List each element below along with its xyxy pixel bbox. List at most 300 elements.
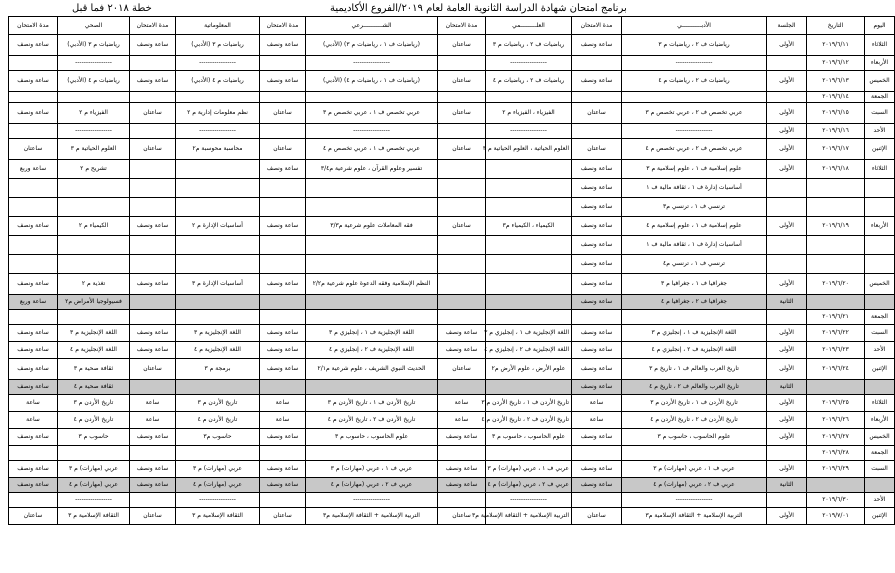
table-cell [572, 56, 622, 71]
table-cell: ساعة ونصف [572, 461, 622, 478]
table-cell: ساعة ونصف [130, 325, 176, 342]
table-row [9, 56, 895, 71]
table-row [9, 295, 895, 310]
table-cell: ٢٠١٩/٦/٢٩ [807, 461, 865, 478]
table-cell: ٢٠١٩/٦/٢٧ [807, 429, 865, 446]
table-cell [572, 446, 622, 461]
table-cell: ٢٠١٩/٦/١٨ [807, 160, 865, 179]
table-cell: الخميس [865, 274, 895, 295]
table-cell: ساعة ونصف [9, 325, 58, 342]
table-cell: ساعة ونصف [130, 342, 176, 359]
table-cell: ٢٠١٩/٦/١٢ [807, 56, 865, 71]
column-header: التاريخ [807, 17, 865, 35]
table-row [9, 92, 895, 103]
table-cell: ساعتان [438, 35, 486, 56]
table-cell: ----------------- [306, 56, 438, 71]
table-cell: تاريخ الأردن ف ١ ، تاريخ الأردن م ٣ [486, 395, 572, 412]
table-cell: الأولى [767, 325, 807, 342]
table-cell: ساعتان [130, 103, 176, 124]
table-row [9, 71, 895, 92]
table-cell: اللغة الإنجليزية م ٤ [58, 342, 130, 359]
table-cell [865, 236, 895, 255]
table-cell: تاريخ الأردن م ٤ [58, 412, 130, 429]
table-cell: عربي تخصص ف ٢ ، عربي تخصص م ٣ [622, 103, 767, 124]
table-cell [865, 255, 895, 274]
table-cell: ----------------- [306, 493, 438, 508]
table-cell: عربي ف ٢ ، عربي (مهارات) م ٤ [486, 478, 572, 493]
table-cell [438, 255, 486, 274]
table-cell [767, 255, 807, 274]
table-cell [176, 295, 260, 310]
table-cell [438, 295, 486, 310]
table-cell [438, 92, 486, 103]
table-cell [176, 160, 260, 179]
table-cell: ثقافة صحية م ٤ [58, 380, 130, 395]
table-cell: ساعة ونصف [260, 359, 306, 380]
table-cell: ----------------- [58, 493, 130, 508]
table-cell: عربي ف ٢ ، عربي (مهارات) م ٤ [306, 478, 438, 493]
table-row [9, 217, 895, 236]
plan-note: خطة ٢٠١٨ فما قبل [72, 3, 152, 14]
table-cell [306, 446, 438, 461]
table-cell: الإثنين [865, 508, 895, 525]
table-cell [438, 380, 486, 395]
table-cell: ساعة ونصف [260, 325, 306, 342]
table-row [9, 446, 895, 461]
column-header: مدة الامتحان [572, 17, 622, 35]
table-cell: الخميس [865, 429, 895, 446]
table-cell: أساسيات إدارة ف ١ ، ثقافة مالية ف ١ [622, 179, 767, 198]
table-cell: ----------------- [486, 124, 572, 139]
table-cell: ساعة ونصف [130, 429, 176, 446]
table-cell: ساعة ونصف [438, 429, 486, 446]
table-cell [176, 179, 260, 198]
table-cell: تاريخ الأردن ف ١ ، تاريخ الأردن م ٣ [306, 395, 438, 412]
table-cell: الثلاثاء [865, 35, 895, 56]
table-cell: ساعتان [438, 217, 486, 236]
table-cell: ساعة ونصف [260, 274, 306, 295]
table-cell [486, 310, 572, 325]
table-cell: ساعة وربع [9, 295, 58, 310]
table-cell: محاسبة محوسبة م٢ [176, 139, 260, 160]
table-cell [260, 380, 306, 395]
table-cell: ساعة ونصف [572, 160, 622, 179]
table-cell: فقه المعاملات علوم شرعية م٣/٣ [306, 217, 438, 236]
table-cell: ٢٠١٩/٧/٠١ [807, 508, 865, 525]
table-row [9, 274, 895, 295]
table-cell: الأربعاء [865, 217, 895, 236]
table-cell: الجمعة [865, 92, 895, 103]
table-cell: اللغة الإنجليزية م ٣ [176, 325, 260, 342]
table-cell: ساعة [130, 412, 176, 429]
column-header: مدة الامتحان [9, 17, 58, 35]
table-cell: اللغة الإنجليزية ف ١ ، إنجليزي م ٣ [306, 325, 438, 342]
table-cell: ثقافة صحية م ٣ [58, 359, 130, 380]
table-cell: النظم الإسلامية وفقه الدعوة علوم شرعية م٢/٢ [306, 274, 438, 295]
header-row [9, 17, 895, 35]
table-cell [58, 179, 130, 198]
table-cell: ساعة ونصف [260, 35, 306, 56]
table-cell: جغرافيا ف ٢ ، جغرافيا م ٤ [622, 295, 767, 310]
table-cell [130, 493, 176, 508]
table-cell: علوم إسلامية ف ١ ، علوم إسلامية م ٤ [622, 217, 767, 236]
table-cell: الأولى [767, 412, 807, 429]
table-cell: ساعة ونصف [572, 325, 622, 342]
table-cell: الإثنين [865, 139, 895, 160]
table-cell: ساعة ونصف [9, 217, 58, 236]
table-cell: ساعتان [572, 103, 622, 124]
table-cell: تغذية م ٢ [58, 274, 130, 295]
table-cell [176, 310, 260, 325]
table-cell: ساعة ونصف [572, 236, 622, 255]
table-cell: ساعة ونصف [130, 478, 176, 493]
table-cell: ساعة [260, 412, 306, 429]
table-cell: الأولى [767, 359, 807, 380]
table-cell: اللغة الإنجليزية ف ٢ ، إنجليزي م ٤ [306, 342, 438, 359]
table-cell: الثقافة الإسلامية م ٣ [176, 508, 260, 525]
table-cell [807, 380, 865, 395]
table-cell: عربي ف ١ ، عربي (مهارات) م ٣ [622, 461, 767, 478]
table-cell [306, 198, 438, 217]
table-cell: (رياضيات ف ١ ، رياضيات م ٤) (الأدبي) [306, 71, 438, 92]
table-cell [438, 310, 486, 325]
table-row [9, 35, 895, 56]
table-cell [9, 92, 58, 103]
table-cell: ساعة ونصف [438, 478, 486, 493]
table-cell [807, 236, 865, 255]
table-row [9, 236, 895, 255]
table-cell: تفسير وعلوم القرآن ، علوم شرعية م٣/٤ [306, 160, 438, 179]
table-cell [58, 236, 130, 255]
table-cell [807, 198, 865, 217]
table-cell: ساعة ونصف [9, 342, 58, 359]
table-cell: العلوم الحياتية ، العلوم الحياتية م ٣ [486, 139, 572, 160]
table-row [9, 124, 895, 139]
table-row [9, 508, 895, 525]
table-cell: ساعة [9, 412, 58, 429]
table-cell [260, 446, 306, 461]
table-row [9, 139, 895, 160]
table-cell [260, 179, 306, 198]
table-cell [130, 446, 176, 461]
table-cell: الأحد [865, 124, 895, 139]
table-cell [176, 198, 260, 217]
table-row [9, 412, 895, 429]
table-cell: ساعتان [572, 508, 622, 525]
table-cell: اللغة الإنجليزية ف ١ ، إنجليزي م ٣ [486, 325, 572, 342]
table-cell: ساعة ونصف [572, 359, 622, 380]
table-cell: برمجة م ٣ [176, 359, 260, 380]
table-cell [438, 124, 486, 139]
table-cell: السبت [865, 103, 895, 124]
table-cell: ٢٠١٩/٦/٣٠ [807, 493, 865, 508]
table-cell: ساعة ونصف [260, 429, 306, 446]
table-cell: التربية الإسلامية + الثقافة الإسلامية م٣ [486, 508, 572, 525]
column-header: مدة الامتحان [260, 17, 306, 35]
table-cell [9, 310, 58, 325]
column-header: الجلسة [767, 17, 807, 35]
table-cell: حاسوب م ٣ [58, 429, 130, 446]
table-cell: أساسيات الإدارة م ٢ [176, 217, 260, 236]
table-cell: الحديث النبوي الشريف ، علوم شرعية م٢/١ [306, 359, 438, 380]
table-cell: تشريح م ٢ [58, 160, 130, 179]
table-cell: الثانية [767, 295, 807, 310]
table-cell: تاريخ الأردن م ٣ [58, 395, 130, 412]
table-cell [9, 56, 58, 71]
table-cell: السبت [865, 325, 895, 342]
table-cell: الأولى [767, 429, 807, 446]
table-cell: الفيزياء م ٢ [58, 103, 130, 124]
table-cell: اللغة الإنجليزية م ٤ [176, 342, 260, 359]
table-cell [130, 255, 176, 274]
table-cell: ساعة ونصف [572, 429, 622, 446]
table-cell [130, 380, 176, 395]
table-cell [260, 236, 306, 255]
table-cell: ٢٠١٩/٦/٢٦ [807, 412, 865, 429]
table-cell: ساعة ونصف [572, 198, 622, 217]
table-cell: الإثنين [865, 359, 895, 380]
table-cell: الثقافة الإسلامية م ٣ [58, 508, 130, 525]
table-cell [622, 446, 767, 461]
column-header: العلـــــــــمي [486, 17, 572, 35]
table-cell: ساعتان [9, 139, 58, 160]
table-cell [9, 198, 58, 217]
column-header: الشـــــــــــرعي [306, 17, 438, 35]
table-cell: العلوم الحياتية م ٣ [58, 139, 130, 160]
table-cell [306, 179, 438, 198]
table-cell [767, 56, 807, 71]
table-cell: ساعة ونصف [438, 325, 486, 342]
table-cell: ٢٠١٩/٦/١١ [807, 35, 865, 56]
table-cell: اللغة الإنجليزية ف ١ ، إنجليزي م ٣ [622, 325, 767, 342]
table-cell: ساعة وربع [9, 160, 58, 179]
table-cell: أساسيات إدارة ف ١ ، ثقافة مالية ف ١ [622, 236, 767, 255]
table-cell: ----------------- [486, 493, 572, 508]
table-cell [572, 124, 622, 139]
table-cell: تاريخ الأردن ف ١ ، تاريخ الأردن م ٣ [622, 395, 767, 412]
table-cell: علوم إسلامية ف ١ ، علوم إسلامية م ٣ [622, 160, 767, 179]
table-row [9, 255, 895, 274]
table-row [9, 461, 895, 478]
table-cell: الأولى [767, 274, 807, 295]
table-cell [438, 493, 486, 508]
table-cell: ساعتان [260, 103, 306, 124]
table-cell: ساعتان [572, 139, 622, 160]
table-cell: فسيولوجيا الأمراض م٢ [58, 295, 130, 310]
table-cell: ساعة ونصف [572, 295, 622, 310]
table-cell [58, 310, 130, 325]
table-cell: ساعة ونصف [260, 478, 306, 493]
table-cell [486, 179, 572, 198]
table-cell [130, 92, 176, 103]
table-cell: الأولى [767, 35, 807, 56]
table-cell: علوم الأرض ، علوم الأرض م٢ [486, 359, 572, 380]
table-cell [260, 310, 306, 325]
column-header: الأدبـــــــــــي [622, 17, 767, 35]
table-cell: عربي ف ٢ ، عربي (مهارات) م ٤ [622, 478, 767, 493]
table-cell: ساعتان [260, 508, 306, 525]
table-row [9, 478, 895, 493]
table-cell: ساعة ونصف [260, 71, 306, 92]
table-cell: ٢٠١٩/٦/٢٠ [807, 274, 865, 295]
table-cell [176, 446, 260, 461]
table-cell: ساعة ونصف [9, 103, 58, 124]
table-cell: تاريخ الأردن م ٣ [176, 395, 260, 412]
table-cell: ترنسي ف ١ ، ترنسي م٣ [622, 198, 767, 217]
table-cell: تاريخ الأردن ف ٢ ، تاريخ الأردن م ٤ [622, 412, 767, 429]
table-cell [176, 255, 260, 274]
table-cell: رياضيات ف ٢ ، رياضيات م ٤ [486, 71, 572, 92]
table-cell [58, 255, 130, 274]
table-cell: الأولى [767, 124, 807, 139]
table-row [9, 342, 895, 359]
table-cell: ساعتان [438, 508, 486, 525]
table-cell: ----------------- [176, 493, 260, 508]
table-cell: ساعة ونصف [260, 461, 306, 478]
table-cell: الثانية [767, 478, 807, 493]
table-cell [130, 124, 176, 139]
table-cell: ساعة ونصف [130, 217, 176, 236]
table-cell: ساعتان [438, 71, 486, 92]
table-cell: ساعة ونصف [438, 461, 486, 478]
table-cell [486, 92, 572, 103]
table-cell: ساعتان [130, 139, 176, 160]
table-cell: ساعة ونصف [572, 342, 622, 359]
table-cell: ترنسي ف ١ ، ترنسي م٤ [622, 255, 767, 274]
table-cell: ساعة ونصف [572, 35, 622, 56]
table-cell: عربي تخصص ف ١ ، عربي تخصص م ٤ [306, 139, 438, 160]
table-cell: أساسيات الإدارة م ٣ [176, 274, 260, 295]
column-header: اليوم [865, 17, 895, 35]
table-cell [865, 295, 895, 310]
table-row [9, 160, 895, 179]
exam-schedule-table [8, 16, 895, 525]
table-row [9, 395, 895, 412]
table-cell: عربي تخصص ف ١ ، عربي تخصص م ٣ [306, 103, 438, 124]
table-cell: عربي ف ١ ، عربي (مهارات) م ٣ [486, 461, 572, 478]
table-cell: نظم معلومات إدارية م ٢ [176, 103, 260, 124]
column-header: المعلوماتية [176, 17, 260, 35]
table-cell: ٢٠١٩/٦/١٣ [807, 71, 865, 92]
table-cell [438, 446, 486, 461]
table-cell [306, 310, 438, 325]
table-cell: اللغة الإنجليزية ف ٢ ، إنجليزي م ٤ [486, 342, 572, 359]
table-cell: ٢٠١٩/٦/١٤ [807, 92, 865, 103]
table-cell: ساعة ونصف [572, 71, 622, 92]
table-cell [486, 446, 572, 461]
table-cell [486, 380, 572, 395]
table-cell: ساعة ونصف [438, 342, 486, 359]
table-cell [865, 478, 895, 493]
table-cell: ساعتان [130, 359, 176, 380]
table-cell: الكيمياء ، الكيمياء م٣ [486, 217, 572, 236]
table-cell [438, 198, 486, 217]
table-cell: الأولى [767, 395, 807, 412]
column-header: مدة الامتحان [130, 17, 176, 35]
table-cell: الجمعة [865, 446, 895, 461]
table-cell [9, 179, 58, 198]
table-cell: عربي (مهارات) م ٤ [58, 478, 130, 493]
table-cell: ساعة [572, 412, 622, 429]
table-cell: ساعتان [9, 508, 58, 525]
table-cell [130, 310, 176, 325]
table-cell: التربية الإسلامية + الثقافة الإسلامية م٣ [306, 508, 438, 525]
table-cell: ----------------- [176, 56, 260, 71]
table-cell: رياضيات م ٤ (الأدبي) [176, 71, 260, 92]
table-cell [306, 380, 438, 395]
table-cell [767, 493, 807, 508]
table-cell: الأولى [767, 461, 807, 478]
table-cell: رياضيات م ٤ (الأدبي) [58, 71, 130, 92]
table-cell: ساعة ونصف [130, 35, 176, 56]
table-cell: ساعة ونصف [9, 380, 58, 395]
table-row [9, 198, 895, 217]
table-cell [807, 295, 865, 310]
table-cell [767, 236, 807, 255]
table-cell: ساعتان [130, 508, 176, 525]
column-header: الصحي [58, 17, 130, 35]
table-cell: الكيمياء م ٢ [58, 217, 130, 236]
table-cell [438, 160, 486, 179]
table-cell: الأولى [767, 71, 807, 92]
table-row [9, 103, 895, 124]
table-cell [306, 92, 438, 103]
table-cell [807, 478, 865, 493]
table-cell: ----------------- [58, 56, 130, 71]
table-cell: عربي (مهارات) م ٣ [176, 461, 260, 478]
table-cell: ٢٠١٩/٦/٢٨ [807, 446, 865, 461]
table-cell: ٢٠١٩/٦/١٩ [807, 217, 865, 236]
table-cell: الأولى [767, 160, 807, 179]
table-cell: تاريخ العرب والعالم ف ١ ، تاريخ م ٣ [622, 359, 767, 380]
table-cell [9, 236, 58, 255]
table-row [9, 359, 895, 380]
table-cell: ٢٠١٩/٦/١٥ [807, 103, 865, 124]
table-cell [438, 274, 486, 295]
table-cell: الأولى [767, 103, 807, 124]
table-cell [260, 493, 306, 508]
table-cell: حاسوب م٣ [176, 429, 260, 446]
table-cell: ----------------- [176, 124, 260, 139]
table-cell: تاريخ الأردن ف ٢ ، تاريخ الأردن م ٤ [306, 412, 438, 429]
table-cell: ساعة [438, 395, 486, 412]
table-cell [572, 310, 622, 325]
table-cell: ساعة ونصف [572, 274, 622, 295]
table-cell: ساعة [572, 395, 622, 412]
table-cell: علوم الحاسوب ، حاسوب م ٣ [622, 429, 767, 446]
table-cell [807, 255, 865, 274]
table-cell: الأربعاء [865, 56, 895, 71]
table-cell: عربي تخصص ف ٢ ، عربي تخصص م ٤ [622, 139, 767, 160]
page-title: برنامج امتحان شهادة الدراسة الثانوية العامة لعام ٢٠١٩/الفروع الأكاديمية [330, 3, 627, 14]
table-cell: عربي ف ١ ، عربي (مهارات) م ٣ [306, 461, 438, 478]
table-cell: رياضيات ف ٢ ، رياضيات م ٣ [486, 35, 572, 56]
table-cell [572, 92, 622, 103]
table-cell: الأولى [767, 508, 807, 525]
table-cell: الأولى [767, 342, 807, 359]
table-cell [486, 255, 572, 274]
table-cell [486, 198, 572, 217]
table-cell [865, 380, 895, 395]
table-cell [176, 92, 260, 103]
table-cell: ساعتان [438, 103, 486, 124]
table-cell: تاريخ العرب والعالم ف ٢ ، تاريخ م ٤ [622, 380, 767, 395]
table-cell: ساعة ونصف [9, 71, 58, 92]
table-cell [767, 179, 807, 198]
table-row [9, 380, 895, 395]
table-cell: الخميس [865, 71, 895, 92]
table-cell: رياضيات ف ٢ ، رياضيات م ٣ [622, 35, 767, 56]
